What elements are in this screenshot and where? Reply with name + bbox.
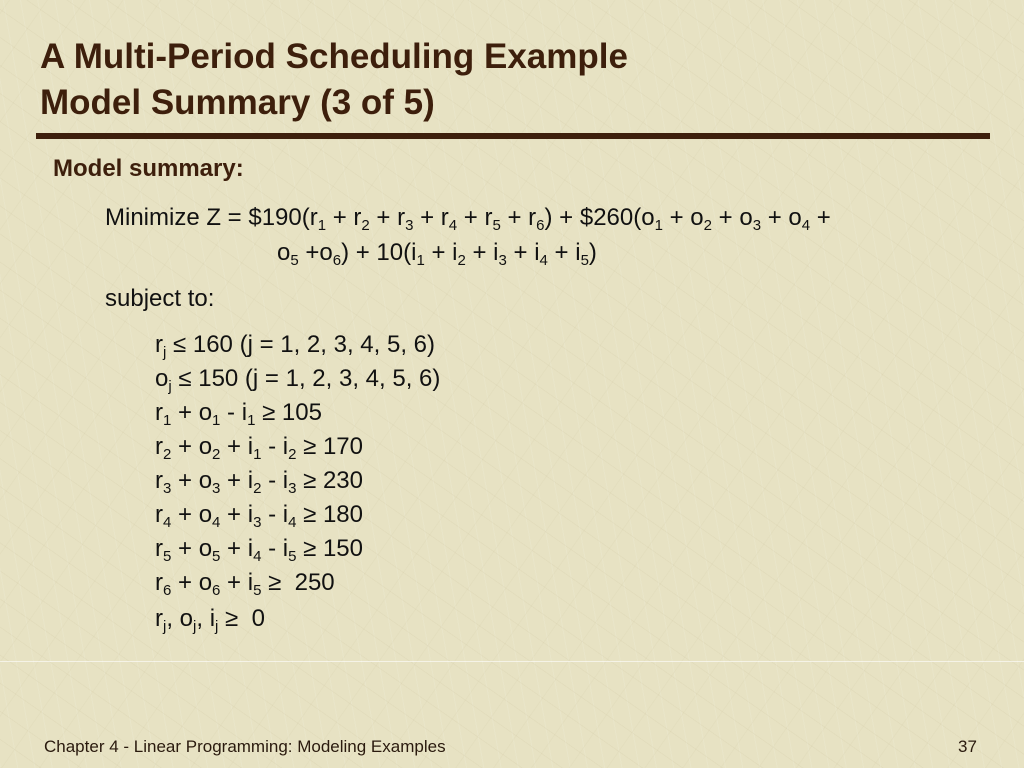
subject-to-label: subject to: bbox=[105, 285, 215, 312]
constraint-2-rhs: 150 (j = 1, 2, 3, 4, 5, 6) bbox=[198, 365, 441, 392]
objective-line-2: $o_5 +o_6) + 10(i_1 + i_2 + i_3 + i_4 + i_5)$ bbox=[277, 239, 597, 269]
minimize-label: Minimize Z = bbox=[105, 204, 242, 231]
objective-line-1: Minimize $Z = \$190(r_1 + r_2 + r_3 + r_4 + r_5 + r_6)$ + $\$260(o_1 + o_2 + o_3 + o_4$ + bbox=[105, 204, 831, 234]
constraint-period-1: $r_1 + o_1 - i_1 \ge 105$ bbox=[155, 399, 322, 429]
constraint-6-rhs: 180 bbox=[322, 501, 363, 528]
model-summary-heading: Model summary: bbox=[53, 155, 244, 182]
constraint-period-5: $r_5 + o_5 + i_4 - i_5 \ge 150$ bbox=[155, 535, 363, 565]
constraint-nonnegativity: $r_j$, $o_j$, $i_j \ge 0$ bbox=[155, 605, 265, 635]
title-line-2: Model Summary (3 of 5) bbox=[40, 83, 435, 122]
r-cost: $190 bbox=[248, 204, 302, 231]
constraint-8-rhs: 250 bbox=[294, 569, 335, 596]
constraint-regular-capacity: $r_j \le 160$ (j = 1, 2, 3, 4, 5, 6) bbox=[155, 331, 436, 361]
constraint-4-rhs: 170 bbox=[322, 433, 363, 460]
constraint-7-rhs: 150 bbox=[322, 535, 363, 562]
footer-chapter: Chapter 4 - Linear Programming: Modeling Examples bbox=[44, 737, 446, 756]
constraint-1-rhs: 160 (j = 1, 2, 3, 4, 5, 6) bbox=[192, 331, 436, 358]
slide-title bbox=[40, 34, 628, 126]
constraint-9-rhs: 0 bbox=[251, 605, 265, 632]
constraint-period-6: $r_6 + o_6 + i_5 \ge 250$ bbox=[155, 569, 335, 599]
title-line-1: A Multi-Period Scheduling Example bbox=[40, 37, 628, 76]
title-divider bbox=[36, 133, 990, 139]
constraint-overtime-capacity: $o_j \le 150$ (j = 1, 2, 3, 4, 5, 6) bbox=[155, 365, 441, 395]
constraint-period-2: $r_2 + o_2 + i_1 - i_2 \ge 170$ bbox=[155, 433, 363, 463]
constraint-period-4: $r_4 + o_4 + i_3 - i_4 \ge 180$ bbox=[155, 501, 363, 531]
footer-divider bbox=[0, 661, 1024, 662]
i-cost: 10 bbox=[376, 239, 404, 266]
constraint-3-rhs: 105 bbox=[281, 399, 322, 426]
constraint-5-rhs: 230 bbox=[322, 467, 363, 494]
constraint-period-3: $r_3 + o_3 + i_2 - i_3 \ge 230$ bbox=[155, 467, 363, 497]
slide-number: 37 bbox=[958, 737, 977, 756]
o-cost: $260 bbox=[579, 204, 634, 231]
